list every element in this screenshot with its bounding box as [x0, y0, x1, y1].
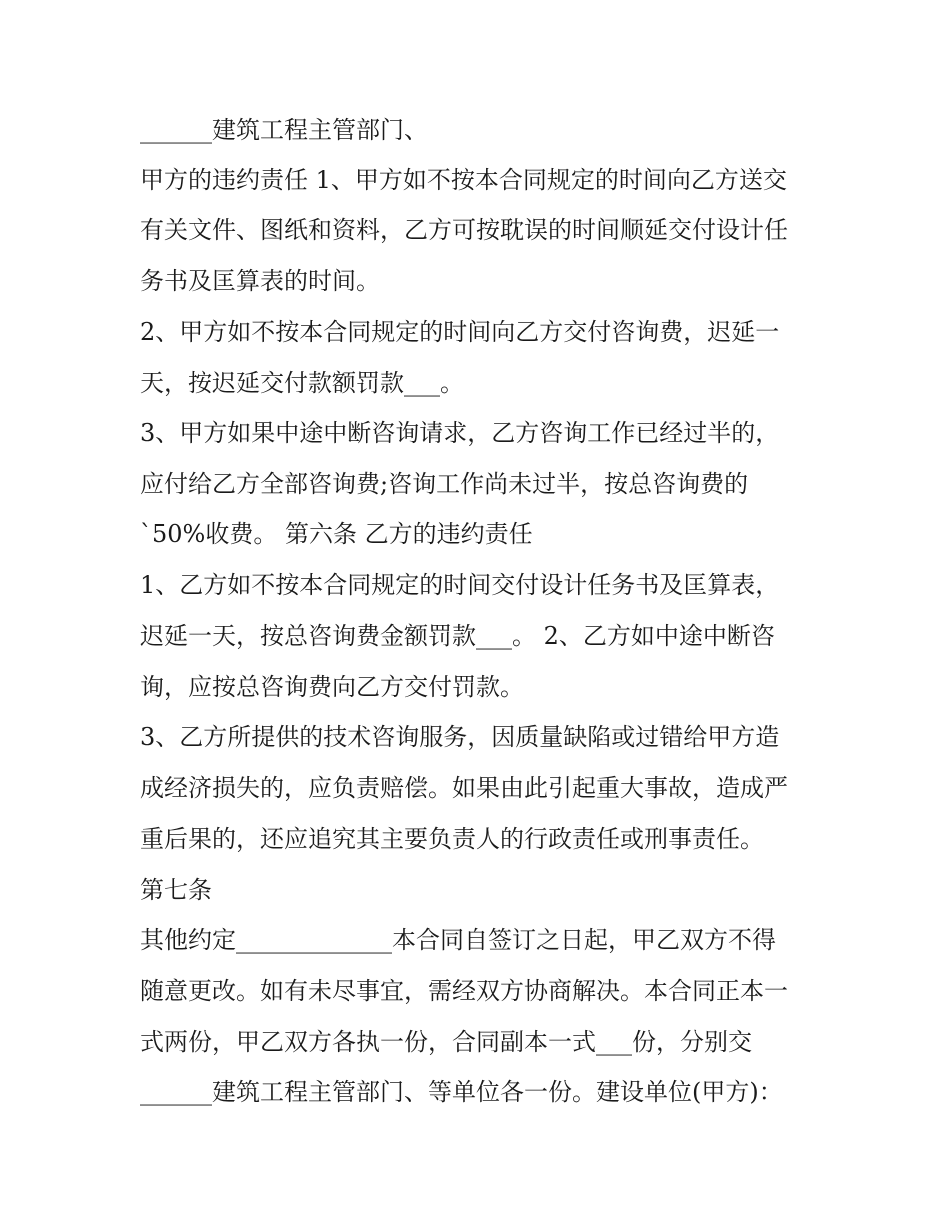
text-line: 甲方的违约责任 1、甲方如不按本合同规定的时间向乙方送交 [140, 166, 787, 194]
text-line: 询，应按总咨询费向乙方交付罚款。 [140, 673, 524, 701]
text-line: 3、乙方所提供的技术咨询服务，因质量缺陷或过错给甲方造 [140, 723, 780, 751]
text-line: 2、甲方如不按本合同规定的时间向乙方交付咨询费，迟延一 [140, 318, 780, 346]
text-line: `50%收费。 第六条 乙方的违约责任 [140, 520, 533, 548]
text-line: ______建筑工程主管部门、 [140, 116, 428, 144]
text-line: 随意更改。如有未尽事宜，需经双方协商解决。本合同正本一 [140, 977, 788, 1005]
text-line: 应付给乙方全部咨询费;咨询工作尚未过半，按总咨询费的 [140, 470, 749, 498]
text-line: 务书及匡算表的时间。 [140, 267, 380, 295]
text-line: 迟延一天，按总咨询费金额罚款___。 2、乙方如中途中断咨 [140, 622, 775, 650]
text-line: 3、甲方如果中途中断咨询请求，乙方咨询工作已经过半的， [140, 419, 780, 447]
text-line: 天，按迟延交付款额罚款___。 [140, 369, 464, 397]
text-line: 其他约定_____________本合同自签订之日起，甲乙双方不得 [140, 926, 776, 954]
text-line: 1、乙方如不按本合同规定的时间交付设计任务书及匡算表， [140, 571, 780, 599]
text-line: 式两份，甲乙双方各执一份，合同副本一式___份，分别交 [140, 1028, 752, 1056]
text-line: 重后果的，还应追究其主要负责人的行政责任或刑事责任。 [140, 825, 764, 853]
text-line: 有关文件、图纸和资料，乙方可按耽误的时间顺延交付设计任 [140, 216, 788, 244]
text-line: ______建筑工程主管部门、等单位各一份。建设单位(甲方)： [140, 1078, 783, 1106]
text-line: 第七条 [140, 876, 212, 904]
text-line: 成经济损失的，应负责赔偿。如果由此引起重大事故，造成严 [140, 774, 788, 802]
